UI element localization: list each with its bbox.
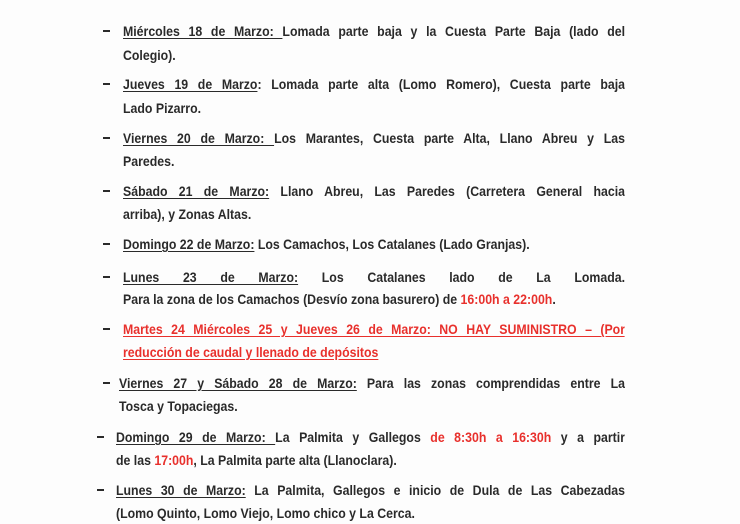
schedule-text: La Palmita, Gallegos e inicio de Dula de Las Cabezadas: [245, 482, 625, 498]
date-label: Lunes 23 de Marzo:: [123, 269, 299, 285]
schedule-text: Tosca y Topaciegas.: [119, 398, 238, 414]
schedule-item-line: [119, 397, 238, 415]
date-label: Viernes 27 y Sábado 28 de Marzo:: [119, 375, 357, 391]
schedule-item-line: [123, 182, 625, 200]
date-label: Miércoles 18 de Marzo:: [123, 23, 283, 39]
schedule-item-line: [123, 152, 174, 170]
bullet-dash: [103, 137, 110, 139]
schedule-text: .: [552, 291, 556, 307]
date-label: reducción de caudal y llenado de depósitos: [123, 344, 379, 360]
date-label: Viernes 20 de Marzo:: [123, 130, 275, 146]
schedule-text: La Palmita y Gallegos: [275, 429, 431, 445]
schedule-text: Los Catalanes lado de La Lomada.: [298, 269, 625, 285]
schedule-item-line: [123, 99, 201, 117]
schedule-text: (Lomo Quinto, Lomo Viejo, Lomo chico y La Cerca.: [116, 505, 415, 521]
schedule-item-line: [116, 481, 625, 499]
time-highlight: 16:00h a 22:00h: [460, 291, 553, 307]
schedule-text: arriba), y Zonas Altas.: [123, 206, 252, 222]
schedule-item-line: [116, 504, 415, 522]
schedule-item-line: [123, 205, 251, 223]
schedule-item-line: [119, 374, 625, 392]
schedule-text: Lado Pizarro.: [123, 100, 202, 116]
bullet-dash: [103, 276, 110, 278]
date-label: Lunes 30 de Marzo:: [116, 482, 246, 498]
date-label: Jueves 19 de Marzo: [123, 76, 258, 92]
schedule-text: Para las zonas comprendidas entre La: [356, 375, 625, 391]
schedule-text: Colegio).: [123, 47, 176, 63]
schedule-item-line: [123, 290, 556, 308]
schedule-item-line: [123, 268, 625, 286]
date-label: Domingo 22 de Marzo:: [123, 236, 255, 252]
bullet-dash: [103, 328, 110, 330]
schedule-text: : Lomada parte alta (Lomo Romero), Cuesta parte baja: [257, 76, 625, 92]
bullet-dash: [97, 436, 104, 438]
bullet-dash: [103, 83, 110, 85]
schedule-item-line: [123, 22, 625, 40]
time-highlight: de 8:30h a 16:30h: [430, 429, 552, 445]
schedule-text: y a partir: [551, 429, 625, 445]
bullet-dash: [97, 489, 104, 491]
schedule-item-line: [123, 75, 625, 93]
schedule-text: Los Camachos, Los Catalanes (Lado Granjas).: [254, 236, 530, 252]
schedule-text: Los Marantes, Cuesta parte Alta, Llano Abreu y Las: [274, 130, 625, 146]
bullet-dash: [103, 190, 110, 192]
date-label: Sábado 21 de Marzo:: [123, 183, 270, 199]
schedule-item-line: [123, 320, 625, 338]
schedule-text: Llano Abreu, Las Paredes (Carretera General hacia: [269, 183, 625, 199]
bullet-dash: [103, 30, 110, 32]
date-label: Martes 24 Miércoles 25 y Jueves 26 de Marzo: NO HAY SUMINISTRO – (Por: [123, 321, 625, 337]
schedule-item-line: [116, 451, 397, 469]
schedule-text: de las: [116, 452, 155, 468]
schedule-item-line: [123, 46, 176, 64]
schedule-item-line: [123, 343, 378, 361]
schedule-text: Para la zona de los Camachos (Desvío zona basurero) de: [123, 291, 461, 307]
time-highlight: 17:00h: [154, 452, 194, 468]
schedule-text: , La Palmita parte alta (Llanoclara).: [193, 452, 397, 468]
schedule-item-line: [123, 235, 530, 253]
date-label: Domingo 29 de Marzo:: [116, 429, 276, 445]
bullet-dash: [103, 243, 110, 245]
bullet-dash: [103, 382, 110, 384]
schedule-text: Paredes.: [123, 153, 175, 169]
schedule-item-line: [116, 428, 625, 446]
schedule-text: Lomada parte baja y la Cuesta Parte Baja (lado del: [282, 23, 625, 39]
schedule-item-line: [123, 129, 625, 147]
